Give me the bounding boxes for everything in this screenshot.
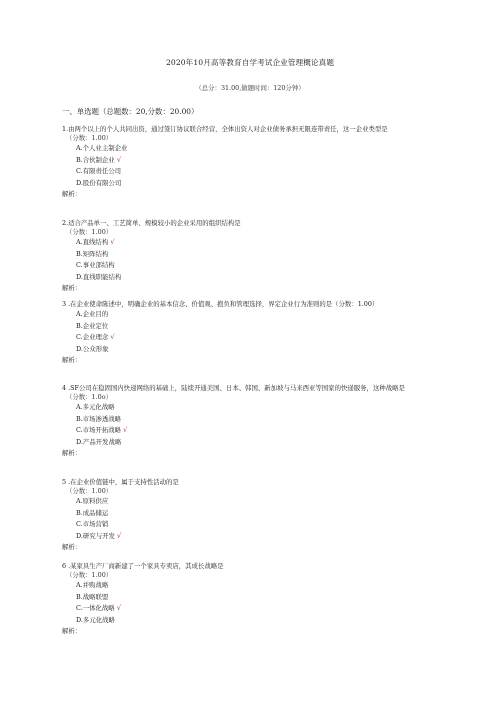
option-b xyxy=(62,321,438,333)
analysis-label: 解析： xyxy=(62,284,82,293)
analysis-label: 解析： xyxy=(62,543,82,552)
option-label: B.成品储运 xyxy=(76,508,109,517)
correct-check-icon: √ xyxy=(110,238,115,247)
question-2 xyxy=(62,219,438,294)
option-a xyxy=(62,402,438,414)
question-3 xyxy=(62,300,438,366)
option-label: A.直线结构 xyxy=(76,238,109,247)
option-d xyxy=(62,178,438,190)
option-c xyxy=(62,260,438,272)
section-heading: 一、单选题（总题数：20,分数：20.00） xyxy=(62,107,199,116)
option-a xyxy=(62,309,438,321)
question-text: 3 .在企业使命陈述中，明确企业的基本信念、价值观、抱负和管理选择，界定企业行为准则的是（分数：1.00） xyxy=(62,300,379,308)
option-a xyxy=(62,580,438,592)
option-label: C.市场营销 xyxy=(76,520,109,529)
option-label: D.股份有限公司 xyxy=(76,178,122,187)
option-d xyxy=(62,615,438,627)
option-label: A.个人业主制企业 xyxy=(76,144,128,153)
option-label: D.直线职能结构 xyxy=(76,272,122,281)
option-label: D.研究与开发 xyxy=(76,531,115,540)
question-text: 1.由两个以上的个人共同出资，通过签订协议联合经营，全体出资人对企业债务承担无限连带责任，这一企业类型是 xyxy=(62,125,388,133)
option-label: C.有限责任公司 xyxy=(76,167,122,176)
question-6 xyxy=(62,562,438,637)
option-label: C.事业部结构 xyxy=(76,261,115,270)
option-label: A.企业目的 xyxy=(76,310,109,319)
option-label: B.市场渗透战略 xyxy=(76,414,122,423)
option-label: C.市场开拓战略 xyxy=(76,426,122,435)
option-b xyxy=(62,592,438,604)
option-label: D.公众形象 xyxy=(76,344,109,353)
analysis-label: 解析： xyxy=(62,627,82,636)
analysis-label: 解析： xyxy=(62,190,82,199)
option-label: B.战略联盟 xyxy=(76,592,109,601)
document-title: 2020年10月高等教育自学考试企业管理概论真题 xyxy=(165,58,335,67)
question-score: （分数：1.00） xyxy=(66,571,113,580)
option-d xyxy=(62,344,438,356)
option-b xyxy=(62,508,438,520)
correct-check-icon: √ xyxy=(116,531,122,540)
option-d xyxy=(62,531,438,543)
correct-check-icon: √ xyxy=(110,333,115,342)
option-d xyxy=(62,272,438,284)
exam-meta: （总分：31.00,做题时间：120分钟） xyxy=(195,84,305,92)
question-score: （分数：1.0o） xyxy=(66,393,112,402)
analysis-label: 解析： xyxy=(62,449,82,458)
correct-check-icon: √ xyxy=(123,426,128,435)
question-text: 5 .在企业价值链中，属于支持性活动的是 xyxy=(62,478,179,486)
option-label: A.原料供应 xyxy=(76,497,109,506)
option-b xyxy=(62,414,438,426)
question-score: （分数：1.00） xyxy=(66,487,113,496)
question-4 xyxy=(62,384,438,459)
option-label: D.产品开发战略 xyxy=(76,437,122,446)
option-label: A.并购战略 xyxy=(76,581,109,590)
correct-check-icon: √ xyxy=(116,155,122,164)
option-c xyxy=(62,519,438,531)
option-b xyxy=(62,155,438,167)
question-text: 2.适合产品单一、工艺简单、规模较小的企业采用的组织结构是 xyxy=(62,219,241,227)
option-d xyxy=(62,437,438,449)
question-score: （分数：1.00） xyxy=(66,228,113,237)
option-c xyxy=(62,332,438,344)
analysis-label: 解析： xyxy=(62,356,82,365)
option-label: B.合伙制企业 xyxy=(76,155,115,164)
option-c xyxy=(62,603,438,615)
question-text: 4 .SF公司在稳固国内快递网络的基础上，陆续开通美国、日本、韩国、新加坡与马来西亚等国家的快递服务，这种战略是 xyxy=(62,384,405,392)
option-a xyxy=(62,496,438,508)
option-c xyxy=(62,166,438,178)
option-a xyxy=(62,143,438,155)
question-1 xyxy=(62,125,438,200)
correct-check-icon: √ xyxy=(116,604,122,613)
option-label: A.多元化战略 xyxy=(76,403,115,412)
option-c xyxy=(62,425,438,437)
option-label: C.企业理念 xyxy=(76,333,109,342)
option-label: B.企业定位 xyxy=(76,321,109,330)
option-label: C.一体化战略 xyxy=(76,604,115,613)
question-5 xyxy=(62,478,438,553)
option-label: B.矩阵结构 xyxy=(76,249,109,258)
option-label: D.多元化战略 xyxy=(76,615,115,624)
question-text: 6 .某家具生产厂商新建了一个家具专卖店，其成长战略是 xyxy=(62,562,224,570)
option-a xyxy=(62,237,438,249)
question-score: （分数：1.00） xyxy=(66,134,113,143)
option-b xyxy=(62,249,438,261)
